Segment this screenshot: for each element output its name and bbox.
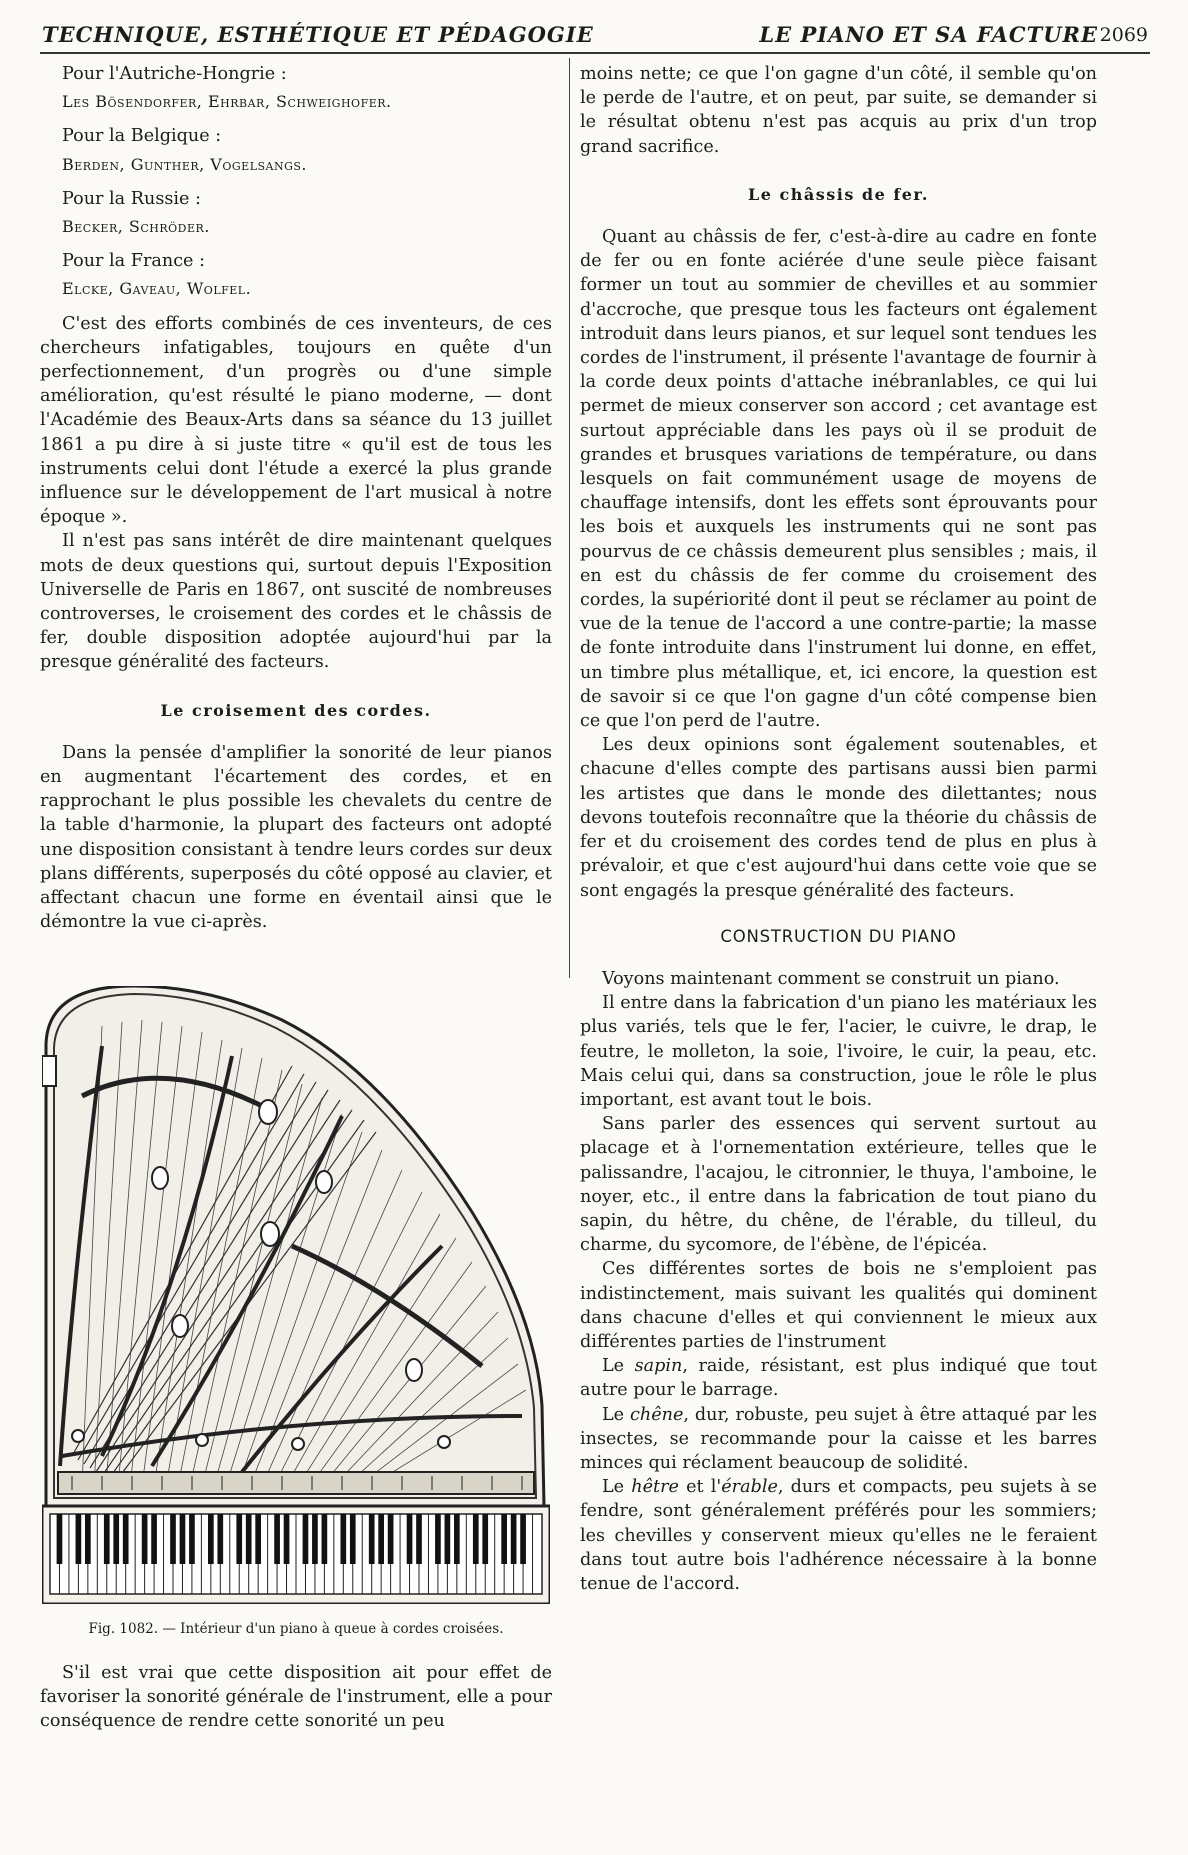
text-run: , dur, robuste, peu sujet à être attaqué par les insectes, se recommande pour la caisse et les barres minces qui réclament beaucoup de solidité.	[580, 1404, 1097, 1473]
maker-names: Elcke, Gaveau, Wolfel.	[62, 279, 252, 299]
section-heading: Le châssis de fer.	[748, 184, 929, 204]
left-column-bottom	[40, 1661, 552, 1733]
left-column	[40, 62, 552, 935]
text-run: Le	[602, 1404, 631, 1425]
paragraph-hetre	[580, 1475, 1097, 1596]
header-left-title: TECHNIQUE, ESTHÉTIQUE ET PÉDAGOGIE	[42, 22, 594, 47]
paragraph: C'est des efforts combinés de ces inventeurs, de ces chercheurs infatigables, toujours en quête d'un perfectionnement, d'un progrès ou d'une simple amélioration, qu'est résulté le piano moderne, — dont l'Académie des Beaux-Arts dans sa séance du 13 juillet 1861 a pu dire à si juste titre « qu'il est de tous les instruments celui dont l'étude a exercé la plus grande influence sur le développement de l'art musical à notre époque ».	[40, 313, 552, 528]
maker-names: Berden, Gunther, Vogelsangs.	[62, 154, 308, 174]
text-run: , raide, résistant, est plus indiqué que tout autre pour le barrage.	[580, 1356, 1097, 1401]
section-heading: Le croisement des cordes.	[160, 700, 432, 720]
maker-names: Becker, Schröder.	[62, 217, 210, 237]
wood-name: sapin	[634, 1356, 683, 1377]
case-hinge	[42, 1056, 56, 1086]
paragraph: S'il est vrai que cette disposition ait pour effet de favoriser la sonorité générale de l'instrument, elle a pour conséquence de rendre cette sonorité un peu	[40, 1663, 552, 1731]
country-label: Pour la Belgique :	[62, 126, 222, 147]
paragraph: Sans parler des essences qui servent surtout au placage et à l'ornementation extérieure, telles que le palissandre, l'acajou, le citronnier, le thuya, l'amboine, le noyer, etc., il entre dans la fabrication de tout piano du sapin, du hêtre, du chêne, de l'érable, du tilleul, du charme, du sycomore, de l'ébène, de l'épicéa.	[580, 1114, 1097, 1256]
paragraph: Il entre dans la fabrication d'un piano les matériaux les plus variés, tels que le fer, l'acier, le cuivre, le drap, le feutre, le molleton, la soie, l'ivoire, le cuir, la peau, etc. Mais celui qui, dans sa construction, joue le rôle le plus important, est avant tout le bois.	[580, 993, 1097, 1110]
wood-name: hêtre	[631, 1477, 679, 1498]
right-column	[580, 62, 1097, 1596]
country-label: Pour la France :	[62, 251, 205, 272]
wood-name: érable	[721, 1477, 778, 1498]
paragraph-sapin	[580, 1354, 1097, 1402]
paragraph-chene	[580, 1403, 1097, 1476]
column-divider	[569, 58, 570, 978]
text-run: Le	[602, 1477, 632, 1498]
page-number: 2069	[1099, 24, 1148, 46]
country-label: Pour l'Autriche-Hongrie :	[62, 64, 287, 84]
paragraph: Ces différentes sortes de bois ne s'emploient pas indistinctement, mais suivant les qualités qui dominent dans chacune d'elles et qui conviennent le mieux aux différentes parties de l'instrument	[580, 1259, 1097, 1352]
paragraph: Les deux opinions sont également soutenables, et chacune d'elles compte des partisans aussi bien parmi les artistes que dans le monde des dilettantes; nous devons toutefois reconnaître que la théorie du châssis de fer et du croisement des cordes tend de plus en plus à prévaloir, et que c'est aujourd'hui dans cette voie que se sont engagés la presque généralité des facteurs.	[580, 735, 1097, 901]
piano-interior-illustration	[42, 986, 550, 1604]
paragraph: Quant au châssis de fer, c'est-à-dire au cadre en fonte de fer ou en fonte aciérée d'une seule pièce faisant former un tout au sommier de chevilles et au sommier d'accroche, que presque tous les facteurs ont également introduit dans leurs pianos, et sur lequel sont tendues les cordes de l'instrument, il présente l'avantage de fournir à la corde deux points d'attache inébranlables, ce qui lui permet de mieux conserver son accord ; cet avantage est surtout appréciable dans les pays où il se produit de grandes et brusques variations de température, ou dans lesquels on fait communément usage de moyens de chauffage intensifs, dont les effets sont éprouvants pour les bois et auxquels les instruments qui ne sont pas pourvus de ce châssis demeurent plus sensibles ; mais, il en est du châssis de fer comme du croisement des cordes, la supériorité dont il peut se réclamer au point de vue de la tenue de l'accord a une contre-partie; la masse de fonte introduite dans l'instrument lui donne, en effet, un timbre plus métallique, et, ici encore, la question est de savoir si ce que l'on gagne d'un côté compense bien ce que l'on perd de l'autre.	[580, 227, 1097, 732]
section-heading-construction: CONSTRUCTION DU PIANO	[720, 926, 957, 946]
text-run: et l'	[678, 1477, 722, 1498]
page-header	[42, 22, 1148, 54]
paragraph: moins nette; ce que l'on gagne d'un côté, il semble qu'on le perde de l'autre, et on peut, par suite, se demander si le résultat obtenu n'est pas acquis au prix d'un trop grand sacrifice.	[580, 64, 1097, 157]
paragraph: Voyons maintenant comment se construit un piano.	[602, 968, 1060, 989]
maker-names: Les Bösendorfer, Ehrbar, Schweighofer.	[62, 92, 392, 112]
figure-caption: Fig. 1082. — Intérieur d'un piano à queue à cordes croisées.	[88, 1621, 504, 1637]
text-run: , durs et compacts, peu sujets à se fendre, sont généralement préférés pour les sommiers; les chevilles y conservent mieux qu'elles ne le feraient dans tout autre bois l'adhérence nécessaire à la bonne tenue de l'accord.	[580, 1477, 1097, 1594]
header-rule	[40, 52, 1150, 54]
piano-figure	[42, 986, 550, 1604]
paragraph: Dans la pensée d'amplifier la sonorité de leur pianos en augmentant l'écartement des cordes, et en rapprochant le plus possible les chevalets du centre de la table d'harmonie, la plupart des facteurs ont adopté une disposition consistant à tendre leurs cordes sur deux plans différents, superposés du côté opposé au clavier, et affectant chacun une forme en éventail ainsi que le démontre la vue ci-après.	[40, 742, 552, 933]
country-label: Pour la Russie :	[62, 188, 201, 209]
paragraph: Il n'est pas sans intérêt de dire maintenant quelques mots de deux questions qui, surtout depuis l'Exposition Universelle de Paris en 1867, ont suscité de nombreuses controverses, le croisement des cordes et le châssis de fer, double disposition adoptée aujourd'hui par la presque généralité des facteurs.	[40, 531, 552, 673]
header-right-title: LE PIANO ET SA FACTURE	[759, 22, 1098, 47]
text-run: Le	[602, 1356, 635, 1377]
wood-name: chêne	[630, 1404, 684, 1425]
